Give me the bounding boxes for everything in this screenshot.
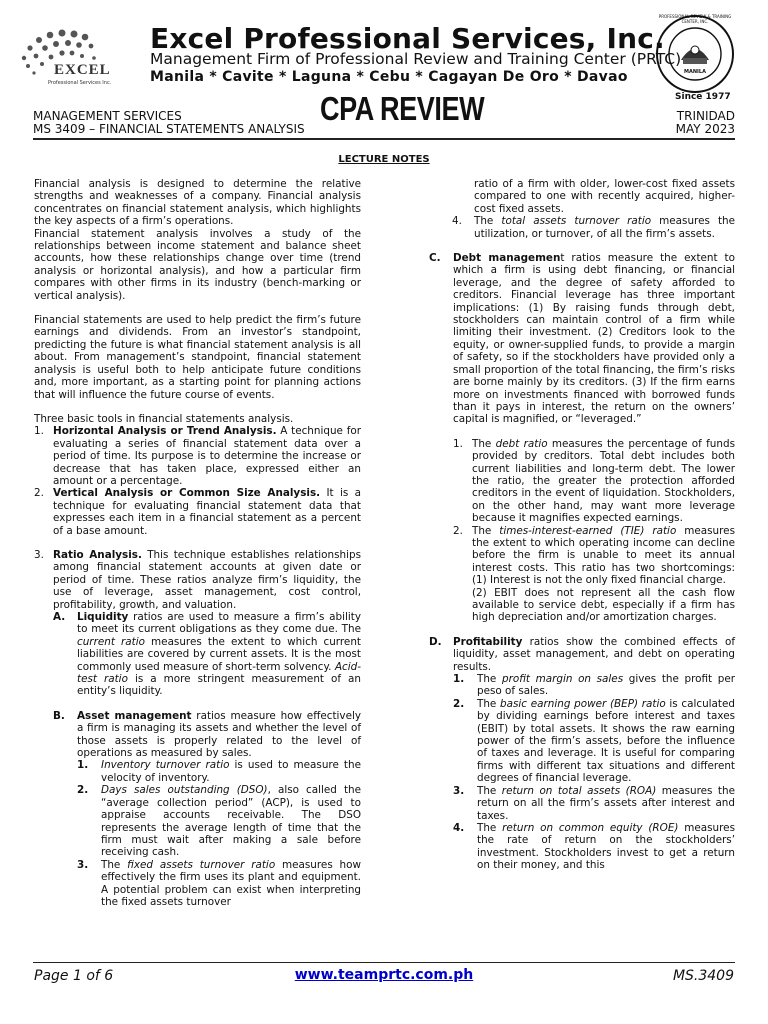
page-number: Page 1 of 6 — [34, 968, 114, 984]
list-number: 3. — [77, 858, 89, 871]
ratio-item — [77, 784, 361, 858]
company-tagline: Management Firm of Professional Review and Training Center (PRTC) — [150, 50, 682, 68]
ratio-term: return on total assets (ROA) — [501, 784, 657, 797]
ratio-body: The — [472, 524, 500, 537]
prtc-seal-graphic — [655, 14, 735, 94]
ratio-term: fixed assets turnover ratio — [127, 858, 276, 871]
section-body: ratios measure how effectively a firm is managing its assets and whether the level of those assets is properly related to the level of operations as measured by sales. — [77, 709, 362, 760]
ratio-item — [453, 785, 735, 822]
logo-text: EXCEL — [54, 62, 111, 78]
ratio-item — [453, 525, 735, 624]
ratio-item — [453, 673, 735, 698]
tool-body: A technique for evaluating a series of financial statement data over a period of time. Its purpose is to determine the increase or decrease that has taken place, expressed either an amount or a percentage. — [53, 425, 361, 487]
prtc-seal — [655, 14, 735, 94]
ratio-term: Inventory turnover ratio — [101, 759, 230, 772]
ratio-body: measures the percentage of funds provided by creditors. Total debt includes both current liabilities and long-term debt. The lower the ratio, the greater the protection afforded creditors in the event of liquidation. Stockholders, on the other hand, may want more leverage because it magnifies expected earnings. — [472, 437, 735, 525]
list-number: 4. — [452, 215, 462, 228]
list-number: 1. — [453, 437, 463, 450]
list-number: 2. — [34, 487, 44, 500]
list-number: 2. — [453, 524, 463, 537]
section-body: t ratios measure the extent to which a firm is using debt financing, or financial leverage, and the degree of safety afforded to creditors. Financial leverage has three important implications: (1) By raising funds through debt, stockholders can maintain control of a firm while limiting their investment. (2) Creditors look to the equity, or owner-supplied funds, to provide a margin of safety, so if the stockholders have provided only a small proportion of the total financing, the firm’s risks are borne mainly by its creditors. (3) If the firm earns more on investments financed with borrowed funds than it pays in interest, the return on the owners’ capital is magnified, or “leveraged.” — [453, 252, 735, 426]
tool-body: This technique establishes relationships among financial statement accounts at given date or period of time. These ratios analyze firm’s liquidity, the use of leverage, asset management, cost control, profitability, growth, and valuation. — [53, 548, 361, 611]
list-number: 2. — [453, 697, 465, 710]
tool-item — [34, 549, 361, 611]
tool-heading: Horizontal Analysis or Trend Analysis. — [53, 425, 277, 438]
ratio-body: measures the utilization, or turnover, of all the firm’s assets. — [474, 215, 736, 240]
ratio-term: Acid-test ratio — [77, 660, 361, 686]
section-body: ratios are used to measure a firm’s ability to meet its current obligations as they come due. The — [77, 611, 361, 636]
ratio-body: measures the rate of return on the stockholders’ investment. Stockholders invest to get a return on their money, and this — [477, 821, 735, 872]
tool-body: It is a technique for evaluating financial statement data that expresses each item in a financial statement as a percent of a base amount. — [53, 487, 361, 537]
ratio-item — [453, 698, 735, 785]
ratio-section-debt-management — [429, 252, 735, 426]
review-date: MAY 2023 — [675, 122, 735, 136]
since-year: Since 1977 — [675, 92, 731, 102]
list-number: 4. — [453, 821, 465, 834]
lecture-notes-heading: LECTURE NOTES — [338, 154, 430, 165]
ratio-body: The — [477, 697, 501, 710]
course-code: MS.3409 — [672, 968, 734, 984]
header-divider — [33, 138, 735, 140]
ratio-term: profit margin on sales — [501, 673, 624, 686]
ratio-body: is used to measure the velocity of inventory. — [101, 759, 361, 784]
section-body: ratios show the combined effects of liquidity, asset management, and debt on operating results. — [453, 635, 735, 673]
list-number: 1. — [453, 673, 465, 686]
list-number: 1. — [34, 425, 44, 438]
section-heading: Liquidity — [77, 611, 129, 623]
ratio-term: Days sales outstanding (DSO) — [101, 784, 268, 797]
ratio-item — [453, 438, 735, 525]
ratio-body: measures the return on all the firm’s assets after interest and taxes. — [477, 784, 735, 822]
section-letter: B. — [53, 709, 65, 722]
excel-logo-graphic — [14, 18, 134, 98]
ratio-item — [77, 759, 361, 784]
ratio-body: measures the extent to which operating income can decline before the firm is unable to meet its annual interest costs. This ratio has two shortcomings: (1) Interest is not the only fixed financial charge. — [472, 524, 735, 587]
ratio-term: basic earning power (BEP) ratio — [500, 697, 666, 710]
ratio-body: The — [472, 437, 496, 450]
footer-divider — [33, 962, 735, 963]
ratio-body: measures how effectively the firm uses its plant and equipment. A potential problem can exist when interpreting the fixed assets turnover — [101, 858, 361, 908]
ratio-body: The — [477, 784, 502, 797]
section-body: measures the extent to which current liabilities are covered by current assets. It is the most commonly used measure of short-term solvency. — [77, 635, 361, 673]
branch-cities: Manila * Cavite * Laguna * Cebu * Cagayan De Oro * Davao — [150, 69, 628, 85]
list-number: 2. — [77, 784, 89, 797]
ratio-term: total assets turnover ratio — [501, 215, 652, 228]
ratio-continuation: ratio of a firm with older, lower-cost fixed assets compared to one with recently acquired, higher-cost fixed assets. — [474, 178, 735, 215]
ratio-body: The — [477, 673, 502, 686]
tool-heading: Ratio Analysis. — [53, 548, 142, 561]
tool-heading: Vertical Analysis or Common Size Analysis. — [53, 487, 321, 500]
list-number: 3. — [453, 784, 465, 797]
prediction-paragraph: Financial statements are used to help predict the firm’s future earnings and dividends. From an investor’s standpoint, predicting the future is what financial statement analysis is all about. From management’s standpoint, financial statement analysis is useful both to help anticipate future conditions and, more important, as a starting point for planning actions that will influence the future course of events. — [34, 314, 361, 401]
ratio-body: The — [474, 215, 502, 228]
section-heading: Asset management — [77, 709, 192, 722]
ratio-term: times-interest-earned (TIE) ratio — [499, 524, 677, 537]
ratio-body: gives the profit per peso of sales. — [477, 673, 736, 698]
department-label: MANAGEMENT SERVICES — [33, 109, 182, 123]
excel-logo — [14, 18, 134, 98]
ratio-section-liquidity — [53, 611, 361, 698]
ratio-term: current ratio — [77, 635, 145, 648]
seal-city: MANILA — [684, 69, 706, 75]
section-letter: A. — [53, 611, 66, 623]
ratio-body: , also called the “average collection period” (ACP), is used to appraise accounts receivable. The DSO represents the average length of time that the firm must wait after making a sale before receiving cash. — [101, 784, 361, 859]
lecturer-name: TRINIDAD — [676, 109, 735, 123]
left-column — [34, 178, 361, 908]
ratio-item — [77, 859, 361, 909]
section-letter: D. — [429, 635, 442, 648]
ratio-body: is calculated by dividing earnings before interest and taxes (EBIT) by total assets. It shows the raw earning power of the firm’s assets, before the influence of taxes and leverage. It is useful for comparing firms with different tax situations and different degrees of financial leverage. — [477, 697, 735, 785]
ratio-section-asset-management — [53, 710, 361, 909]
section-letter: C. — [429, 252, 441, 265]
list-number: 3. — [34, 548, 44, 561]
section-heading: Debt managemen — [453, 252, 561, 265]
tools-intro: Three basic tools in financial statements analysis. — [34, 412, 294, 425]
right-column — [429, 178, 735, 872]
company-name: Excel Professional Services, Inc. — [150, 22, 665, 55]
ratio-term: return on common equity (ROE) — [502, 821, 679, 834]
cpa-review-title: CPA REVIEW — [320, 90, 485, 127]
tool-item — [34, 425, 361, 487]
logo-subtext: Professional Services Inc. — [48, 80, 112, 86]
ratio-section-profitability — [429, 636, 735, 872]
course-label: MS 3409 – FINANCIAL STATEMENTS ANALYSIS — [33, 122, 305, 136]
ratio-term: debt ratio — [495, 437, 548, 450]
ratio-body: The — [477, 821, 503, 834]
section-heading: Profitability — [453, 635, 523, 648]
ratio-item — [453, 822, 735, 872]
ratio-item — [452, 215, 735, 240]
intro-paragraph: Financial analysis is designed to determine the relative strengths and weaknesses of a company. Financial analysis concentrates on financial statement analysis, which highlights the key aspects of a firm’s operations. — [34, 178, 361, 228]
ratio-body: (2) EBIT does not represent all the cash flow available to service debt, especially if a firm has high depreciation and/or amortization charges. — [472, 586, 735, 624]
section-body: is a more stringent measurement of an entity’s liquidity. — [77, 673, 361, 698]
tool-item — [34, 487, 361, 537]
list-number: 1. — [77, 759, 89, 772]
fsa-paragraph: Financial statement analysis involves a study of the relationships between income statement and balance sheet accounts, how these relationships change over time (trend analysis or horizontal analysis), and how a particular firm compares with other firms in its industry (bench-marking or vertical analysis). — [34, 227, 361, 302]
ratio-body: The — [101, 858, 128, 871]
seal-ring-text: PROFESSIONAL REVIEW & TRAINING CENTER, INC. — [658, 14, 732, 24]
website-link[interactable]: www.teamprtc.com.ph — [294, 967, 474, 983]
